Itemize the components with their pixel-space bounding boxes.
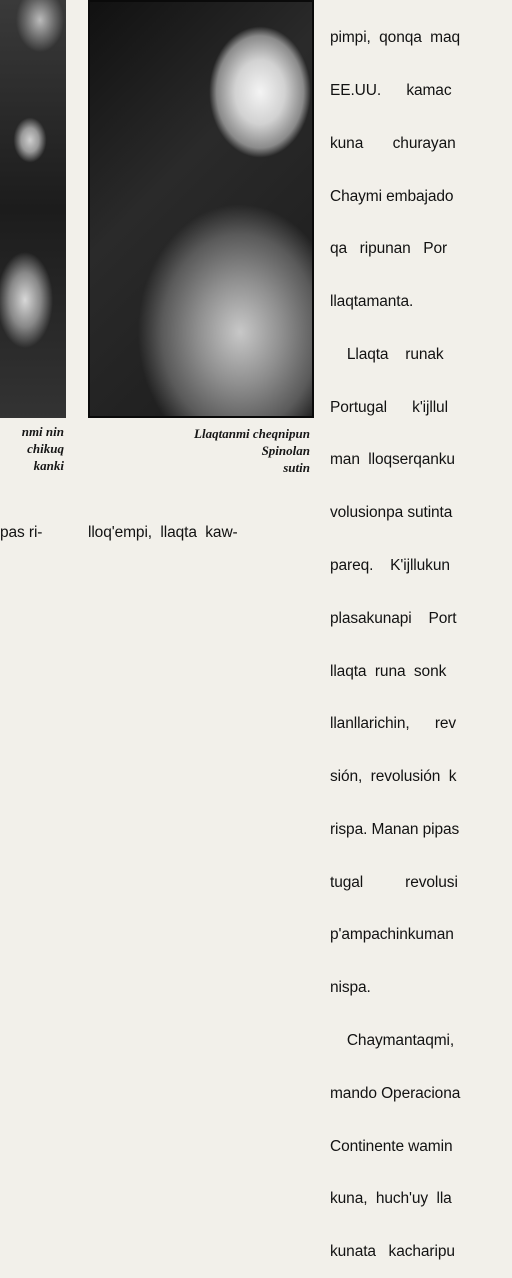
- text-line: sión, revolusión k: [330, 768, 457, 786]
- text-line: lloq'empi, llaqta kaw-: [88, 524, 238, 542]
- text-line: tugal revolusi: [330, 873, 458, 891]
- portrait-photo: [88, 0, 314, 418]
- text-line: rispa. Manan pipas: [330, 820, 460, 838]
- middle-column-text: [88, 489, 318, 559]
- text-line: pimpi, qonqa maq: [330, 29, 461, 47]
- text-line: Llaqta runak: [330, 345, 444, 363]
- text-line: mando Operaciona: [330, 1084, 461, 1102]
- caption-line: nmi nin: [21, 424, 64, 439]
- text-line: llaqta runa sonk: [330, 662, 447, 680]
- text-line: kuna churayan: [330, 134, 456, 152]
- text-line: p'ampachinkuman: [330, 926, 454, 944]
- text-line: Chaymantaqmi,: [330, 1032, 455, 1050]
- caption-line: Spinolan: [261, 443, 310, 458]
- text-line: nispa.: [330, 979, 371, 997]
- caption-line: kanki: [33, 458, 64, 473]
- caption-line: Llaqtanmi cheqnipun: [194, 426, 310, 441]
- text-line: llanllarichin, rev: [330, 715, 457, 733]
- text-line: Continente wamin: [330, 1137, 453, 1155]
- text-line: Chaymi embajado: [330, 187, 454, 205]
- text-line: plasakunapi Port: [330, 609, 457, 627]
- text-line: pas ri-: [0, 524, 43, 542]
- text-line: volusionpa sutinta: [330, 504, 453, 522]
- text-line: llaqtamanta.: [330, 293, 414, 311]
- caption-line: chikuq: [27, 441, 64, 456]
- text-line: man lloqserqanku: [330, 451, 455, 469]
- caption-line: sutin: [283, 460, 310, 475]
- text-line: Portugal k'ijllul: [330, 398, 448, 416]
- left-column-text: [0, 489, 66, 559]
- right-column-text: [330, 0, 512, 1278]
- crowd-photo: [0, 0, 66, 418]
- text-line: qa ripunan Por: [330, 240, 448, 258]
- text-line: pareq. K'ijllukun: [330, 557, 450, 574]
- text-line: kunata kacharipu: [330, 1243, 455, 1261]
- text-line: EE.UU. kamac: [330, 81, 452, 99]
- main-photo-caption: [90, 425, 310, 476]
- left-photo-caption: [0, 423, 64, 474]
- text-line: kuna, huch'uy lla: [330, 1190, 452, 1208]
